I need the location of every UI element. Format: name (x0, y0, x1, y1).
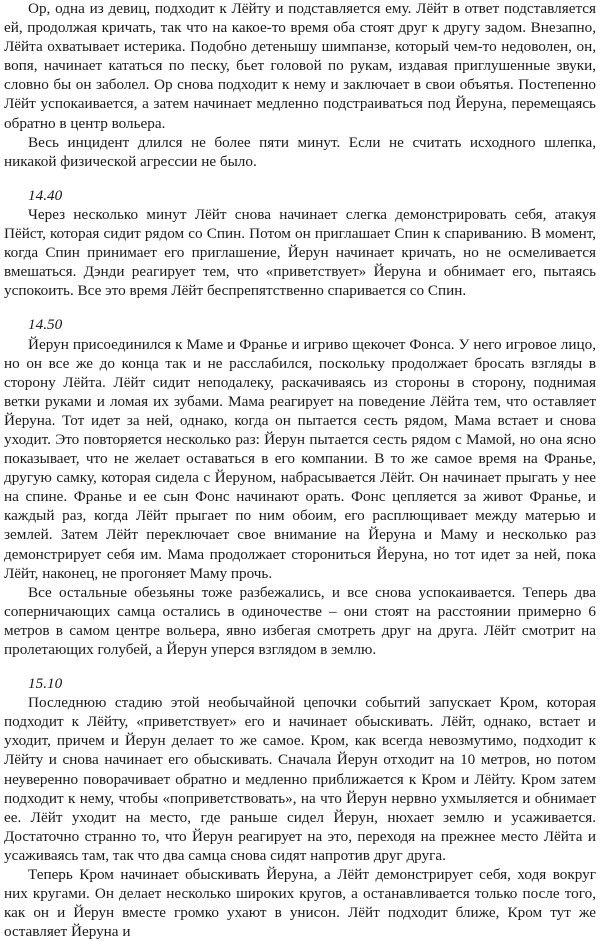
paragraph-incident-summary: Весь инцидент длился не более пяти минут. Если не считать исходного шлепка, никакой физической агрессии не было. (4, 133, 596, 170)
paragraph-1450: Йерун присоединился к Маме и Франье и игриво щекочет Фонса. У него игровое лицо, но он все же до конца так и не расслабился, поскольку продолжает бросать взгляды в сторону Лёйта. Лёйт сидит неподалеку, раскачиваясь из стороны в сторону, поднимая ветки руками и ломая их зубами. Мама реагирует на поведение Лёйта тем, что оставляет Йеруна. Тот идет за ней, однако, когда он пытается сесть рядом, Мама встает и снова уходит. Это повторяется несколько раз: Йерун пытается сесть рядом с Мамой, но она ясно показывает, что не желает оставаться в его компании. В то же самое время на Франье, другую самку, которая сидела с Йеруном, набрасывается Лёйт. Он начинает прыгать у нее на спине. Франье и ее сын Фонс начинают орать. Фонс цепляется за живот Франье, и каждый раз, когда Лёйт прыгает по ним обоим, его расплющивает между матерью и землей. Затем Лёйт переключает свое внимание на Йеруна и Маму и несколько раз демонстрирует себя им. Мама продолжает сторониться Йеруна, но тот идет за ней, пока Лёйт, наконец, не прогоняет Маму прочь. (4, 335, 596, 582)
timestamp-1440: 14.40 (28, 186, 63, 204)
paragraph-calm-down: Все остальные обезьяны тоже разбежались, и все снова успокаивается. Теперь два соперничающих самца остались в одиночестве – они стоят на расстоянии примерно 6 метров в самом центре вольера, явно избегая смотреть друг на друга. Лёйт смотрит на пролетающих голубей, а Йерун уперся взглядом в землю. (4, 583, 596, 658)
paragraph-1440: Через несколько минут Лёйт снова начинает слегка демонстрировать себя, атакуя Пёйст, которая сидит рядом со Спин. Потом он приглашает Спин к спариванию. В момент, когда Спин принимает его приглашение, Йерун начинает кричать, но не осмеливается вмешаться. Дэнди реагирует тем, что «приветствует» Йеруна и обнимает его, пытаясь успокоить. Все это время Лёйт беспрепятственно спаривается со Спин. (4, 205, 596, 300)
paragraph-1510: Последнюю стадию этой необычайной цепочки событий запускает Кром, которая подходит к Лёйту, «приветствует» его и начинает обыскивать. Лёйт, однако, встает и уходит, причем и Йерун делает то же самое. Кром, как всегда невозмутимо, подходит к Лёйту и снова начинает его обыскивать. Сначала Йерун отходит на 10 метров, но потом неуверенно поворачивает обратно и медленно приближается к Кром и Лёйту. Кром затем подходит к нему, чтобы «поприветствовать», на что Йерун нервно ухмыляется и обнимает ее. Лёйт уходит на место, где раньше сидел Йерун, нюхает землю и усаживается. Достаточно странно то, что Йерун реагирует на это, переходя на прежнее место Лёйта и усаживаясь там, так что два самца снова сидят напротив друг друга. (4, 694, 596, 864)
paragraph-or-hysteria: Ор, одна из девиц, подходит к Лёйту и подставляется ему. Лёйт в ответ подставляется ей, продолжая кричать, так что на какое-то время оба стоят друг к другу задом. Внезапно, Лёйта охватывает истерика. Подобно детенышу шимпанзе, который чем-то недоволен, он, вопя, начинает кататься по песку, бьет головой по рукам, издавая приглушенные звуки, словно бы он заболел. Ор снова подходит к нему и заключает в свои объятья. Постепенно Лёйт успокаивается, а затем начинает медленно подстраиваться под Йеруна, перемещаясь обратно в центр вольера. (4, 0, 596, 132)
timestamp-1450: 14.50 (28, 316, 63, 334)
timestamp-1510: 15.10 (28, 675, 63, 693)
paragraph-krom-grooming: Теперь Кром начинает обыскивать Йеруна, а Лёйт демонстрирует себя, ходя вокруг них кругами. Он делает несколько широких кругов, а останавливается только после того, как он и Йерун вместе громко ухают в унисон. Лёйт подходит ближе, Кром тут же оставляет Йеруна и (4, 866, 596, 941)
